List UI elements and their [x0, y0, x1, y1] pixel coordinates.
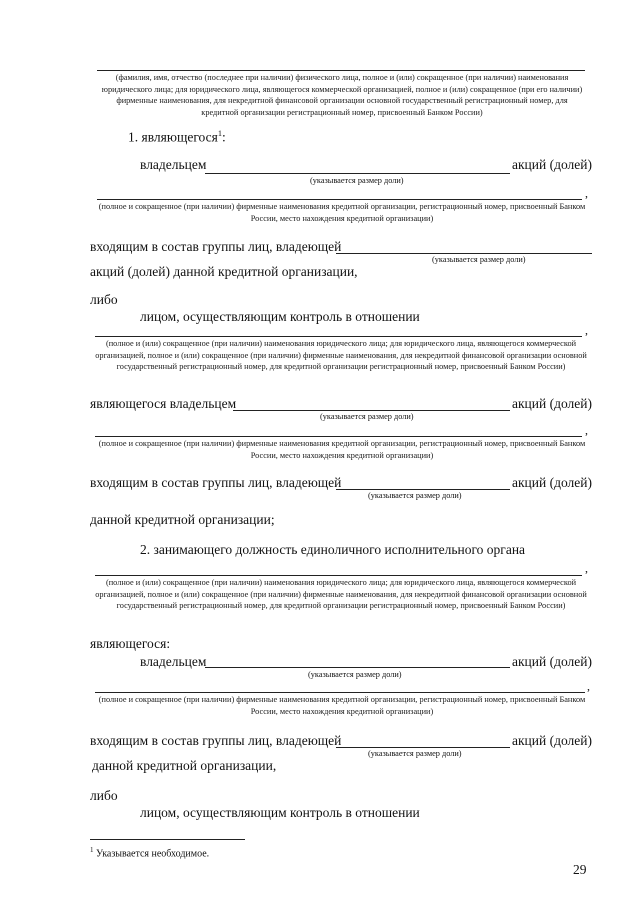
- legal-entity-note-2: (полное и (или) сокращенное (при наличии) наименования юридического лица; для юридического лица, являющегося коммерческой организацией, полное и (или) сокращенное (при наличии) фирменные наименования, для некредитной финансовой организации основной государственный регистрационный номер, для кредитной организации регистрационный номер, присвоенный Банком России): [95, 578, 587, 610]
- group-line-2: входящим в состав группы лиц, владеющей: [90, 475, 342, 490]
- comma-4: ,: [585, 561, 588, 575]
- share-size-hint-1: (указывается размер доли): [310, 176, 404, 185]
- item2-heading: 2. занимающего должность единоличного исполнительного органа: [140, 542, 526, 557]
- footnote-mark: 1: [90, 846, 94, 854]
- group-line-3: входящим в состав группы лиц, владеющей: [90, 733, 342, 748]
- page-number: 29: [573, 862, 587, 877]
- legal-entity-note-1: (полное и (или) сокращенное (при наличии) наименования юридического лица; для юридического лица, являющегося коммерческой организацией, полное и (или) сокращенное (при наличии) фирменные наименования, для некредитной финансовой организации основной государственный регистрационный номер, для кредитной организации регистрационный номер, присвоенный Банком России): [95, 339, 587, 371]
- share-size-hint-5: (указывается размер доли): [308, 670, 402, 679]
- blank-line-credit-org-2: [95, 436, 582, 437]
- shares-of-credit-org: акций (долей) данной кредитной организации,: [90, 264, 358, 279]
- top-note: (фамилия, имя, отчество (последнее при наличии) физического лица, полное и (или) сокращенное (при наличии) наименования юридического лица; для юридического лица, являющегося коммерческой организацией, полное и (или) сокращенное (при его наличии) фирменные наименования, для некредитной финансовой организации основной государственный регистрационный номер, для кредитной организации регистрационный номер, присвоенный Банком России): [101, 73, 583, 117]
- control-line-2: лицом, осуществляющим контроль в отношении: [140, 805, 420, 820]
- share-size-hint-3: (указывается размер доли): [320, 412, 414, 421]
- item1-heading: 1. являющегося$^1$:: [128, 129, 226, 145]
- footnote-ref: 1: [217, 129, 222, 138]
- shares-label-6: акций (долей): [512, 733, 592, 748]
- group-share-line-3: [336, 747, 510, 748]
- group-share-line-1: [336, 253, 592, 254]
- owner-label-2: владельцем: [140, 654, 207, 669]
- blank-line-credit-org-3: [95, 692, 585, 693]
- or-word-2: либо: [90, 788, 118, 803]
- footnote-text: Указывается необходимое.: [96, 848, 210, 860]
- footnote-separator: [90, 839, 245, 840]
- being-owner: являющегося владельцем: [90, 396, 237, 411]
- share-size-line-3: [233, 410, 510, 411]
- share-size-hint-4: (указывается размер доли): [368, 491, 462, 500]
- shares-label-4: акций (долей): [512, 475, 592, 490]
- owner-label-1: владельцем: [140, 157, 207, 172]
- blank-line-top: [97, 70, 585, 71]
- share-size-hint-2: (указывается размер доли): [432, 255, 526, 264]
- comma-2: ,: [585, 323, 588, 337]
- footnote: [90, 846, 209, 859]
- shares-label-5: акций (долей): [512, 654, 592, 669]
- group-share-line-2: [336, 489, 510, 490]
- group-line-1: входящим в состав группы лиц, владеющей: [90, 239, 342, 254]
- shares-label-1: акций (долей): [512, 157, 592, 172]
- comma-1: ,: [585, 186, 588, 200]
- or-word-1: либо: [90, 292, 118, 307]
- blank-line-legal-1: [95, 336, 582, 337]
- blank-line-credit-org-1: [97, 199, 582, 200]
- of-credit-org-2: данной кредитной организации,: [92, 758, 277, 773]
- share-size-line-5: [205, 667, 510, 668]
- comma-5: ,: [587, 679, 590, 693]
- comma-3: ,: [585, 423, 588, 437]
- shares-label-3: акций (долей): [512, 396, 592, 411]
- of-credit-org-1: данной кредитной организации;: [90, 512, 275, 527]
- credit-org-note-3: (полное и сокращенное (при наличии) фирменные наименования кредитной организации, регистрационный номер, присвоенный Банком России, место нахождения кредитной организации): [98, 695, 586, 716]
- control-line-1: лицом, осуществляющим контроль в отношении: [140, 309, 420, 324]
- being-label: являющегося:: [90, 636, 171, 651]
- credit-org-note-2: (полное и сокращенное (при наличии) фирменные наименования кредитной организации, регистрационный номер, присвоенный Банком России, место нахождения кредитной организации): [98, 439, 586, 460]
- share-size-hint-6: (указывается размер доли): [368, 749, 462, 758]
- blank-line-legal-2: [95, 575, 582, 576]
- share-size-line-1: [205, 173, 510, 174]
- credit-org-note-1: (полное и сокращенное (при наличии) фирменные наименования кредитной организации, регистрационный номер, присвоенный Банком России, место нахождения кредитной организации): [98, 202, 586, 223]
